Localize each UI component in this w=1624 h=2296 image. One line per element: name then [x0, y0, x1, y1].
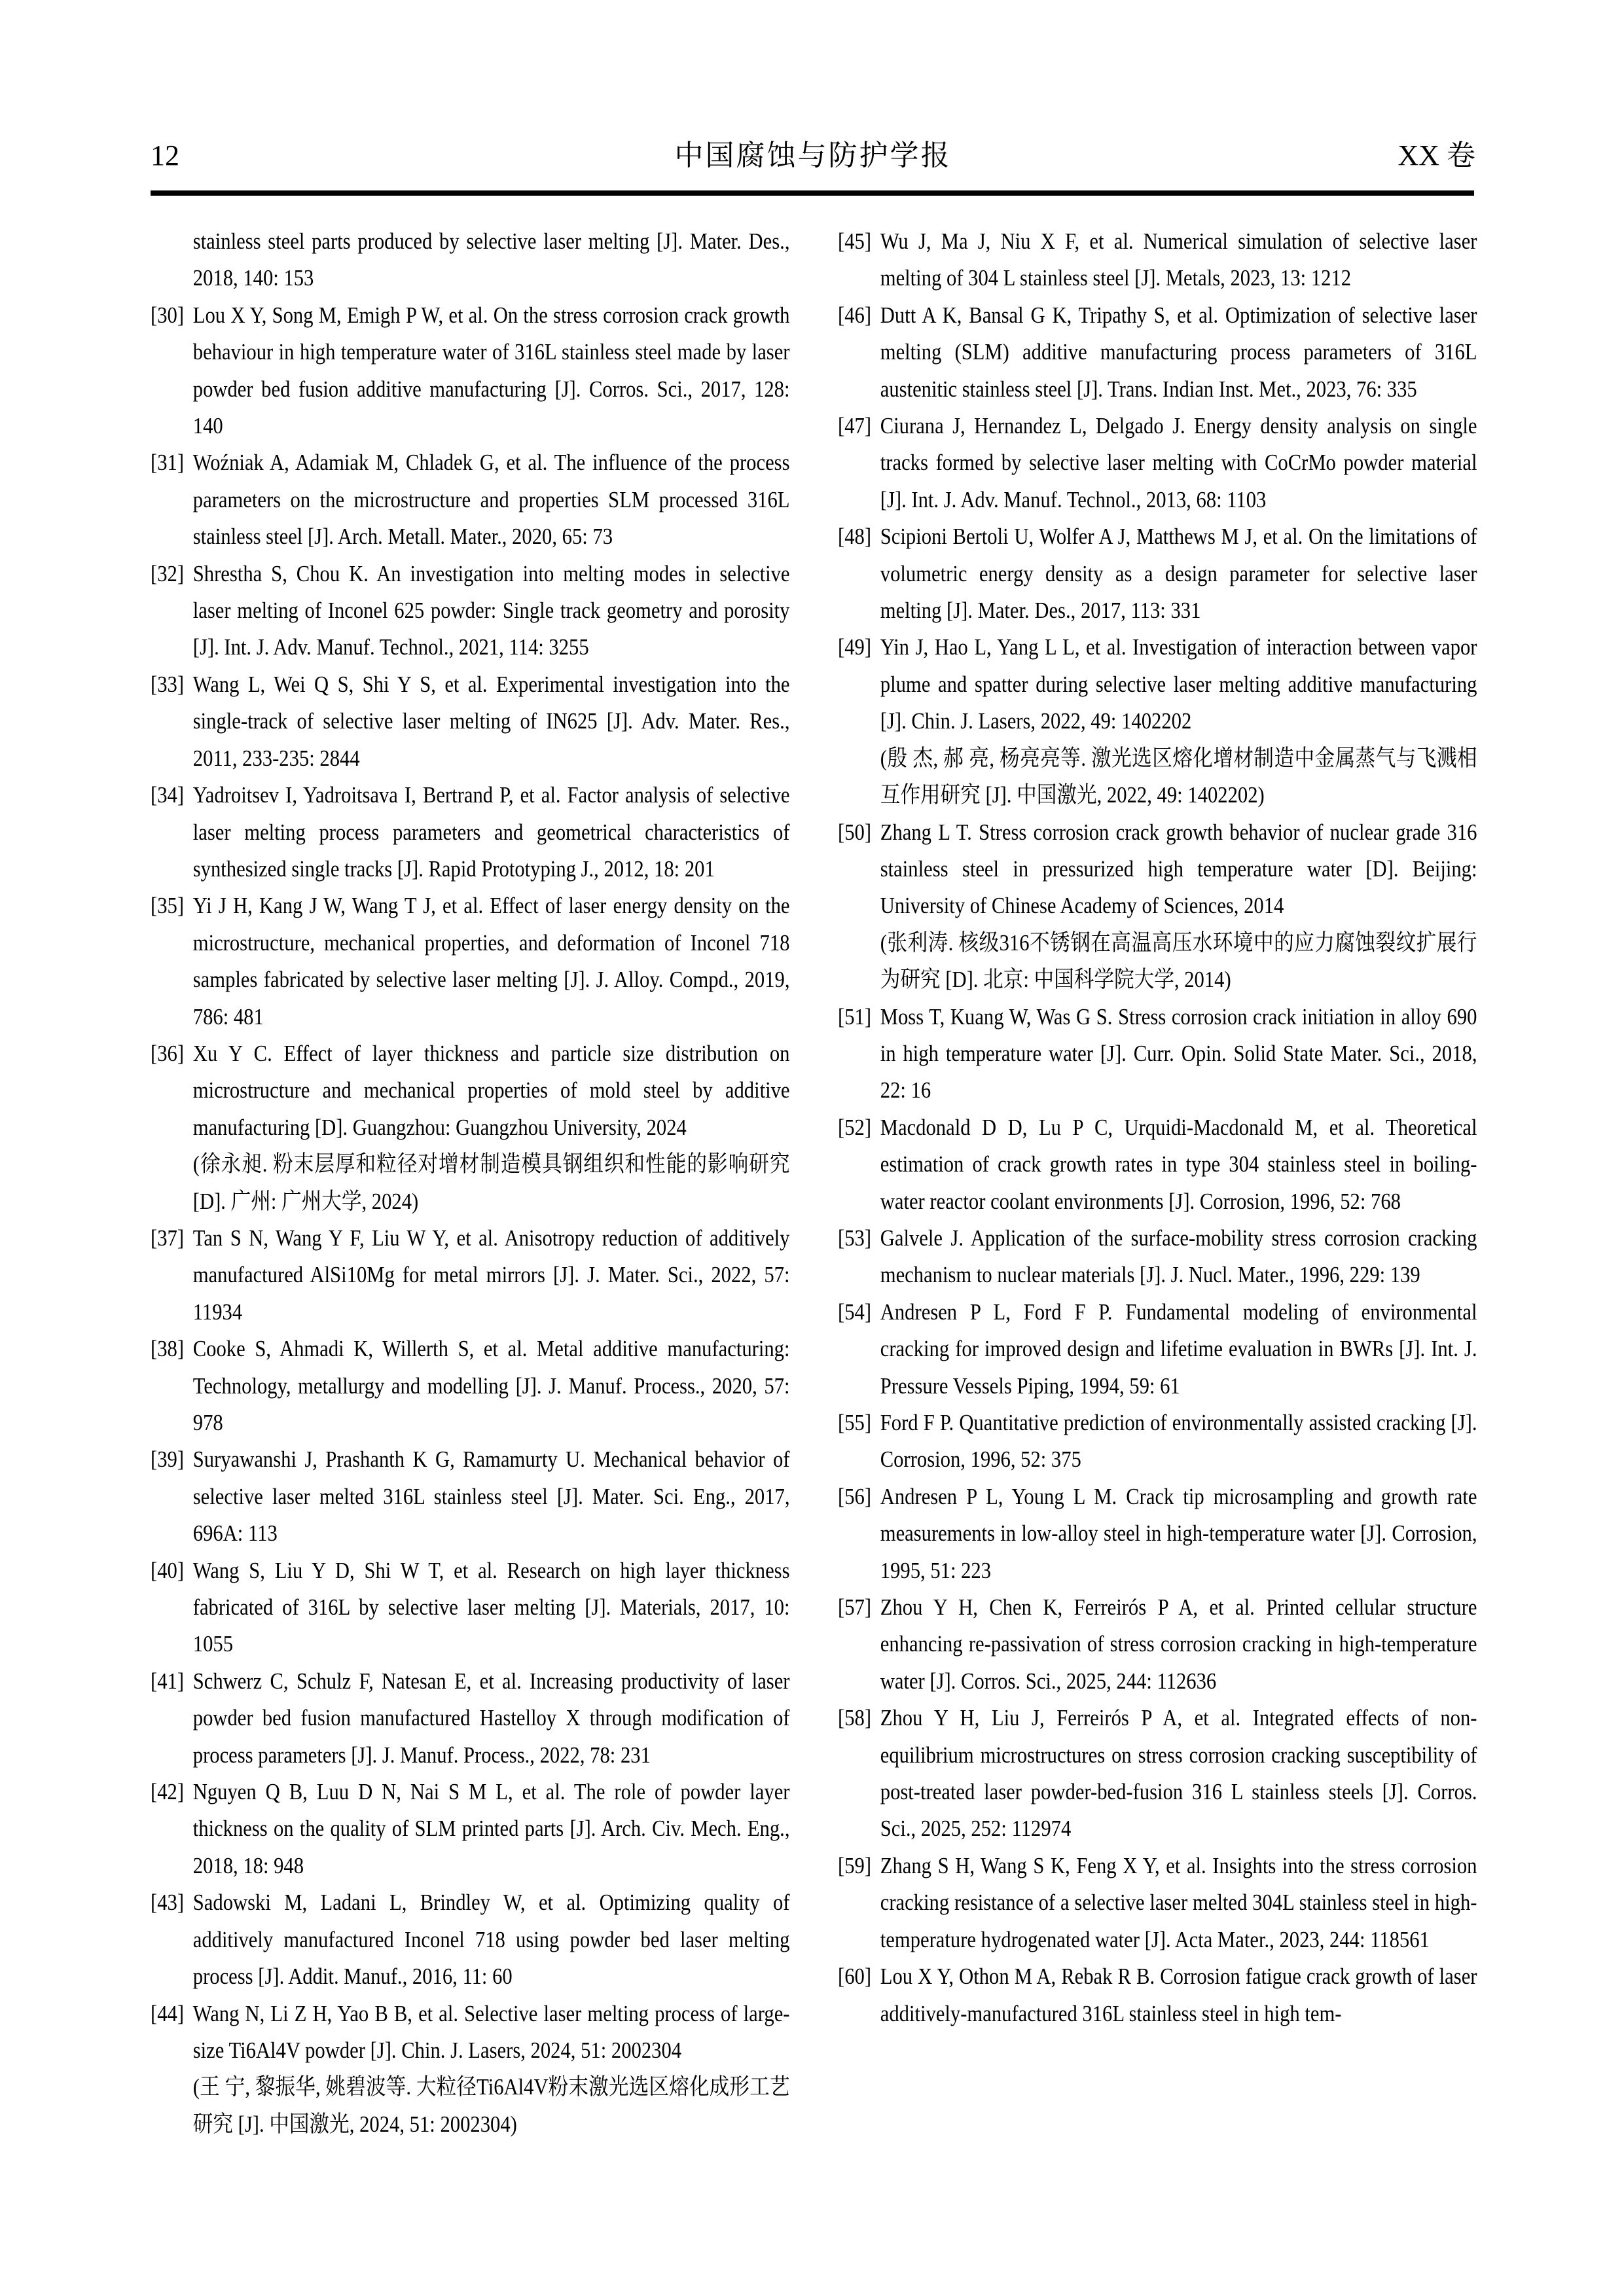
- reference-entry: [838, 1220, 1477, 1294]
- journal-title: 中国腐蚀与防护学报: [674, 139, 952, 171]
- reference-number: [37]: [151, 1225, 185, 1251]
- reference-entry: [838, 408, 1477, 518]
- reference-text: Woźniak A, Adamiak M, Chladek G, et al. The influence of the process parameters on the microstructure and properties SLM processed 316L stainless steel [J]. Arch. Metall. Mater., 2020, 65: 73: [192, 450, 790, 550]
- references-right-column: [838, 223, 1477, 2032]
- reference-entry: [151, 1441, 790, 1552]
- reference-number: [48]: [838, 524, 872, 550]
- reference-number: [55]: [838, 1410, 872, 1435]
- reference-number: [34]: [151, 782, 185, 808]
- reference-number: [33]: [151, 671, 185, 697]
- reference-text: Suryawanshi J, Prashanth K G, Ramamurty U. Mechanical behavior of selective laser melted 316L stainless steel [J]. Mater. Sci. Eng., 2017, 696A: 113: [192, 1446, 790, 1547]
- reference-number: [38]: [151, 1336, 185, 1362]
- reference-text: Schwerz C, Schulz F, Natesan E, et al. Increasing productivity of laser powder bed fusion manufactured Hastelloy X through modification of process parameters [J]. J. Manuf. Process., 2022, 78: 231: [192, 1668, 790, 1768]
- reference-entry: [838, 814, 1477, 999]
- reference-number: [32]: [151, 560, 185, 586]
- reference-text: Galvele J. Application of the surface-mobility stress corrosion cracking mechanism to nuclear materials [J]. J. Nucl. Mater., 1996, 229: 139: [880, 1225, 1477, 1288]
- reference-text: Cooke S, Ahmadi K, Willerth S, et al. Metal additive manufacturing: Technology, metallurgy and modelling [J]. J. Manuf. Process., 2020, 57: 978: [192, 1336, 790, 1435]
- reference-number: [30]: [151, 302, 185, 328]
- reference-number: [40]: [151, 1557, 185, 1583]
- reference-text: Wang S, Liu Y D, Shi W T, et al. Research on high layer thickness fabricated of 316L by selective laser melting [J]. Materials, 2017, 10: 1055: [192, 1557, 790, 1657]
- reference-entry: [838, 1589, 1477, 1700]
- reference-entry: [838, 999, 1477, 1109]
- reference-entry: [151, 1331, 790, 1441]
- reference-number: [31]: [151, 450, 185, 476]
- reference-entry: [151, 556, 790, 666]
- reference-number: [36]: [151, 1040, 185, 1066]
- reference-text: Ciurana J, Hernandez L, Delgado J. Energy density analysis on single tracks formed by selective laser melting with CoCrMo powder material [J]. Int. J. Adv. Manuf. Technol., 2013, 68: 1103: [880, 413, 1477, 512]
- reference-text: Zhou Y H, Liu J, Ferreirós P A, et al. Integrated effects of non-equilibrium microstructures on stress corrosion cracking susceptibility of post-treated laser powder-bed-fusion 316 L stainless steels [J]. Corros. Sci., 2025, 252: 112974: [880, 1705, 1477, 1842]
- reference-entry: [838, 1700, 1477, 1848]
- reference-number: [57]: [838, 1594, 872, 1621]
- reference-number: [54]: [838, 1299, 872, 1325]
- reference-number: [49]: [838, 634, 872, 660]
- reference-text: Shrestha S, Chou K. An investigation into melting modes in selective laser melting of Inconel 625 powder: Single track geometry and porosity [J]. Int. J. Adv. Manuf. Technol., 2021, 114: 3255: [192, 560, 790, 660]
- reference-number: [52]: [838, 1114, 872, 1140]
- reference-chinese-text: (张利涛. 核级316不锈钢在高温高压水环境中的应力腐蚀裂纹扩展行为研究 [D]. 北京: 中国科学院大学, 2014): [880, 929, 1477, 993]
- reference-text: Tan S N, Wang Y F, Liu W Y, et al. Anisotropy reduction of additively manufactured AlSi10Mg for metal mirrors [J]. J. Mater. Sci., 2022, 57: 11934: [192, 1225, 790, 1325]
- page-number: 12: [151, 139, 179, 171]
- reference-text: Yi J H, Kang J W, Wang T J, et al. Effect of laser energy density on the microstructure, mechanical properties, and deformation of Inconel 718 samples fabricated by selective laser melting [J]. J. Alloy. Compd., 2019, 786: 481: [192, 893, 790, 1030]
- reference-number: [43]: [151, 1890, 185, 1916]
- reference-entry: [151, 1552, 790, 1663]
- reference-text: Ford F P. Quantitative prediction of environmentally assisted cracking [J]. Corrosion, 1996, 52: 375: [880, 1410, 1477, 1473]
- reference-entry: [151, 888, 790, 1035]
- reference-text: Dutt A K, Bansal G K, Tripathy S, et al. Optimization of selective laser melting (SLM) additive manufacturing process parameters of 316L austenitic stainless steel [J]. Trans. Indian Inst. Met., 2023, 76: 335: [880, 302, 1477, 402]
- reference-text: Nguyen Q B, Luu D N, Nai S M L, et al. The role of powder layer thickness on the quality of SLM printed parts [J]. Arch. Civ. Mech. Eng., 2018, 18: 948: [192, 1779, 790, 1878]
- reference-entry: [151, 1035, 790, 1220]
- reference-number: [44]: [151, 2000, 185, 2026]
- reference-entry: [151, 297, 790, 445]
- reference-text: Yadroitsev I, Yadroitsava I, Bertrand P, et al. Factor analysis of selective laser melting process parameters and geometrical characteristics of synthesized single tracks [J]. Rapid Prototyping J., 2012, 18: 201: [192, 782, 790, 882]
- reference-text: Xu Y C. Effect of layer thickness and particle size distribution on microstructure and mechanical properties of mold steel by additive manufacturing [D]. Guangzhou: Guangzhou University, 2024: [192, 1040, 790, 1140]
- reference-entry: [838, 223, 1477, 297]
- reference-text: Andresen P L, Young L M. Crack tip microsampling and growth rate measurements in low-alloy steel in high-temperature water [J]. Corrosion, 1995, 51: 223: [880, 1483, 1477, 1583]
- reference-text: Macdonald D D, Lu P C, Urquidi-Macdonald M, et al. Theoretical estimation of crack growth rates in type 304 stainless steel in boiling-water reactor coolant environments [J]. Corrosion, 1996, 52: 768: [880, 1114, 1477, 1214]
- reference-text: Zhang L T. Stress corrosion crack growth behavior of nuclear grade 316 stainless steel in pressurized high temperature water [D]. Beijing: University of Chinese Academy of Sciences, 2014: [880, 819, 1477, 919]
- running-head: [151, 137, 1475, 177]
- reference-entry: [151, 1663, 790, 1774]
- reference-text: Zhang S H, Wang S K, Feng X Y, et al. Insights into the stress corrosion cracking resistance of a selective laser melted 304L stainless steel in high-temperature hydrogenated water [J]. Acta Mater., 2023, 244: 118561: [880, 1852, 1477, 1952]
- reference-entry: [838, 1958, 1477, 2032]
- header-rule: [151, 190, 1474, 196]
- reference-number: [41]: [151, 1668, 185, 1694]
- reference-chinese-text: (殷 杰, 郝 亮, 杨亮亮等. 激光选区熔化增材制造中金属蒸气与飞溅相互作用研究 [J]. 中国激光, 2022, 49: 1402202): [880, 745, 1477, 808]
- reference-number: [59]: [838, 1852, 872, 1878]
- reference-entry: [838, 518, 1477, 629]
- reference-entry: [151, 777, 790, 888]
- references-left-column: [151, 223, 790, 2143]
- reference-number: [35]: [151, 893, 185, 919]
- reference-entry: [151, 444, 790, 555]
- reference-text: Wu J, Ma J, Niu X F, et al. Numerical simulation of selective laser melting of 304 L stainless steel [J]. Metals, 2023, 13: 1212: [880, 228, 1477, 291]
- reference-number: [58]: [838, 1705, 872, 1731]
- reference-text: Scipioni Bertoli U, Wolfer A J, Matthews M J, et al. On the limitations of volumetric energy density as a design parameter for selective laser melting [J]. Mater. Des., 2017, 113: 331: [880, 524, 1477, 624]
- reference-entry: [838, 1405, 1477, 1479]
- reference-text: Lou X Y, Song M, Emigh P W, et al. On the stress corrosion crack growth behaviour in high temperature water of 316L stainless steel made by laser powder bed fusion additive manufacturing [J]. Corros. Sci., 2017, 128: 140: [192, 302, 790, 439]
- reference-entry: [151, 1220, 790, 1331]
- reference-entry: [151, 1774, 790, 1884]
- volume-label: XX 卷: [1398, 139, 1475, 171]
- reference-entry: [151, 223, 790, 297]
- reference-text: Yin J, Hao L, Yang L L, et al. Investigation of interaction between vapor plume and spatter during selective laser melting additive manufacturing [J]. Chin. J. Lasers, 2022, 49: 1402202: [880, 634, 1477, 734]
- reference-number: [46]: [838, 302, 872, 328]
- reference-text: Wang N, Li Z H, Yao B B, et al. Selective laser melting process of large-size Ti6Al4V powder [J]. Chin. J. Lasers, 2024, 51: 2002304: [192, 2000, 790, 2063]
- reference-text: Sadowski M, Ladani L, Brindley W, et al. Optimizing quality of additively manufactured Inconel 718 using powder bed laser melting process [J]. Addit. Manuf., 2016, 11: 60: [192, 1890, 790, 1990]
- reference-number: [39]: [151, 1446, 185, 1473]
- reference-number: [47]: [838, 413, 872, 439]
- reference-text: Andresen P L, Ford F P. Fundamental modeling of environmental cracking for improved design and lifetime evaluation in BWRs [J]. Int. J. Pressure Vessels Piping, 1994, 59: 61: [880, 1299, 1477, 1399]
- reference-number: [42]: [151, 1779, 185, 1805]
- reference-entry: [838, 1109, 1477, 1220]
- reference-number: [60]: [838, 1964, 872, 1990]
- reference-entry: [838, 1479, 1477, 1589]
- reference-entry: [151, 1996, 790, 2144]
- reference-entry: [151, 666, 790, 777]
- reference-entry: [838, 1294, 1477, 1405]
- reference-entry: [838, 1848, 1477, 1958]
- reference-entry: [151, 1884, 790, 1995]
- reference-text: Moss T, Kuang W, Was G S. Stress corrosion crack initiation in alloy 690 in high temperature water [J]. Curr. Opin. Solid State Mater. Sci., 2018, 22: 16: [880, 1003, 1477, 1103]
- reference-number: [53]: [838, 1225, 872, 1251]
- reference-number: [51]: [838, 1003, 872, 1030]
- reference-number: [45]: [838, 228, 872, 254]
- reference-chinese-text: (王 宁, 黎振华, 姚碧波等. 大粒径Ti6Al4V粉末激光选区熔化成形工艺研究 [J]. 中国激光, 2024, 51: 2002304): [192, 2074, 790, 2137]
- reference-text: Zhou Y H, Chen K, Ferreirós P A, et al. Printed cellular structure enhancing re-passivation of stress corrosion cracking in high-temperature water [J]. Corros. Sci., 2025, 244: 112636: [880, 1594, 1477, 1694]
- reference-number: [56]: [838, 1483, 872, 1509]
- reference-chinese-text: (徐永昶. 粉末层厚和粒径对增材制造模具钢组织和性能的影响研究 [D]. 广州: 广州大学, 2024): [192, 1151, 790, 1214]
- reference-entry: [838, 629, 1477, 814]
- reference-text: Lou X Y, Othon M A, Rebak R B. Corrosion fatigue crack growth of laser additively-manufactured 316L stainless steel in high tem-: [880, 1964, 1477, 2026]
- reference-text: Wang L, Wei Q S, Shi Y S, et al. Experimental investigation into the single-track of selective laser melting of IN625 [J]. Adv. Mater. Res., 2011, 233-235: 2844: [192, 671, 790, 771]
- reference-number: [50]: [838, 819, 872, 845]
- reference-text: stainless steel parts produced by selective laser melting [J]. Mater. Des., 2018, 140: 153: [192, 228, 790, 291]
- reference-entry: [838, 297, 1477, 408]
